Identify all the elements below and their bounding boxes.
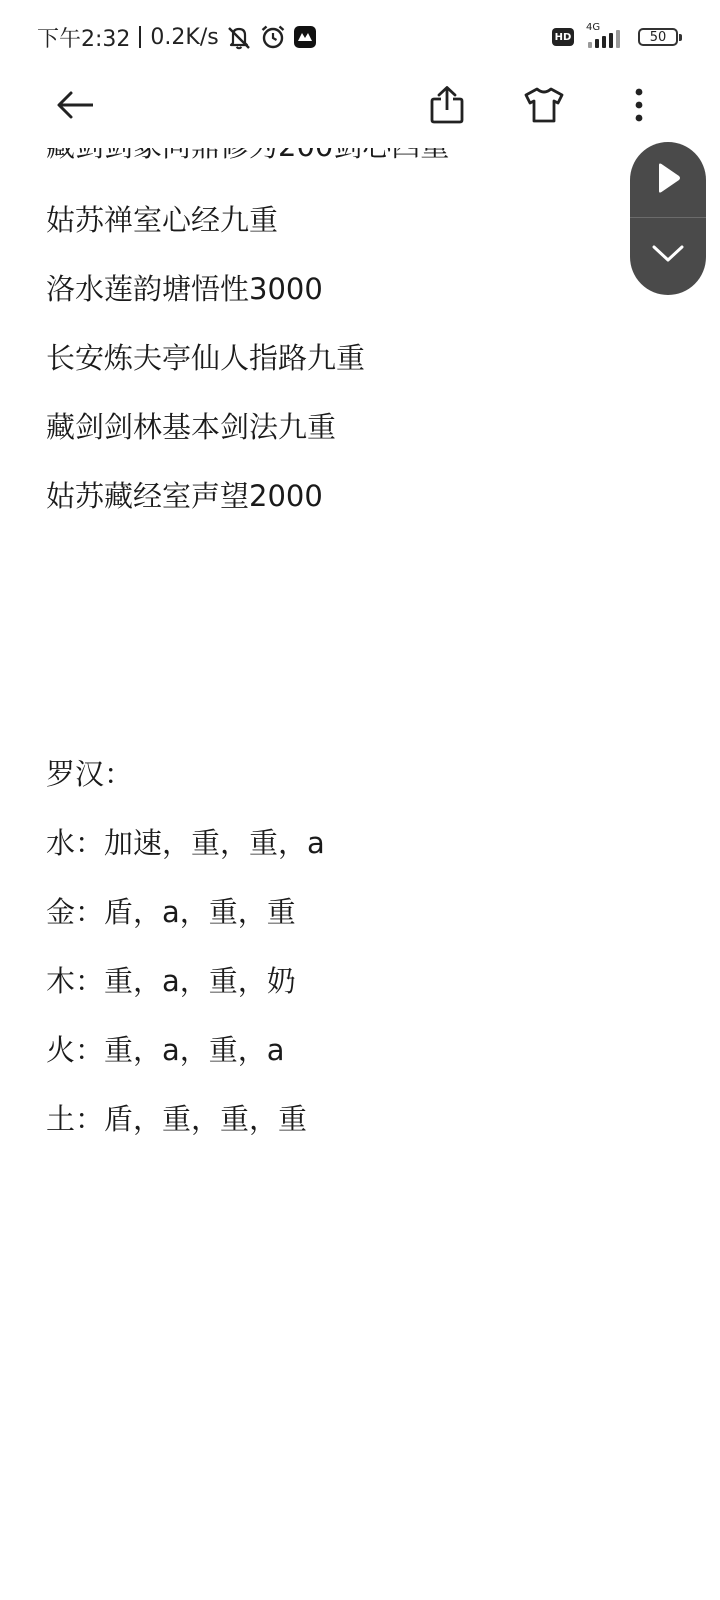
hd-badge: HD [552, 28, 574, 46]
note-line: 火：重，a，重，a [46, 1033, 285, 1067]
network-type: 4G [586, 22, 601, 33]
note-line: 姑苏藏经室声望2000 [46, 479, 323, 513]
share-button[interactable] [419, 79, 475, 135]
signal-bars [588, 30, 620, 48]
note-line: 藏剑剑林基本剑法九重 [46, 410, 337, 444]
status-time: 下午2:32 [37, 26, 131, 52]
note-line: 长安炼夫亭仙人指路九重 [46, 341, 366, 375]
note-line: 洛水莲韵塘悟性3000 [46, 272, 323, 306]
play-button[interactable] [630, 142, 706, 217]
status-left [37, 22, 317, 52]
status-network-speed: 0.2K/s [150, 24, 219, 50]
note-line: 罗汉： [46, 757, 134, 791]
floating-control-panel [630, 142, 706, 295]
chevron-down-icon [651, 244, 685, 268]
theme-button[interactable] [516, 79, 572, 135]
note-line: 金：盾，a，重，重 [46, 895, 296, 929]
arrow-left-icon [53, 89, 97, 125]
note-line: 水：加速，重，重，a [46, 826, 325, 860]
status-right [552, 22, 678, 52]
signal-icon [584, 24, 628, 50]
battery-icon [638, 28, 678, 46]
battery-level: 50 [649, 29, 667, 45]
share-icon [429, 85, 465, 129]
play-icon [653, 161, 683, 199]
mute-icon [225, 24, 253, 50]
collapse-button[interactable] [630, 218, 706, 293]
tshirt-icon [523, 86, 565, 128]
back-button[interactable] [47, 79, 103, 135]
more-button[interactable] [611, 79, 667, 135]
note-line: 土：盾，重，重，重 [46, 1102, 308, 1136]
note-line: 姑苏禅室心经九重 [46, 203, 279, 237]
alarm-icon [259, 24, 287, 50]
note-line: 木：重，a，重，奶 [46, 964, 296, 998]
more-vertical-icon [633, 87, 645, 127]
status-bar [0, 0, 720, 72]
toolbar [0, 72, 720, 142]
status-separator [139, 26, 141, 48]
app-notification-icon [293, 25, 317, 49]
